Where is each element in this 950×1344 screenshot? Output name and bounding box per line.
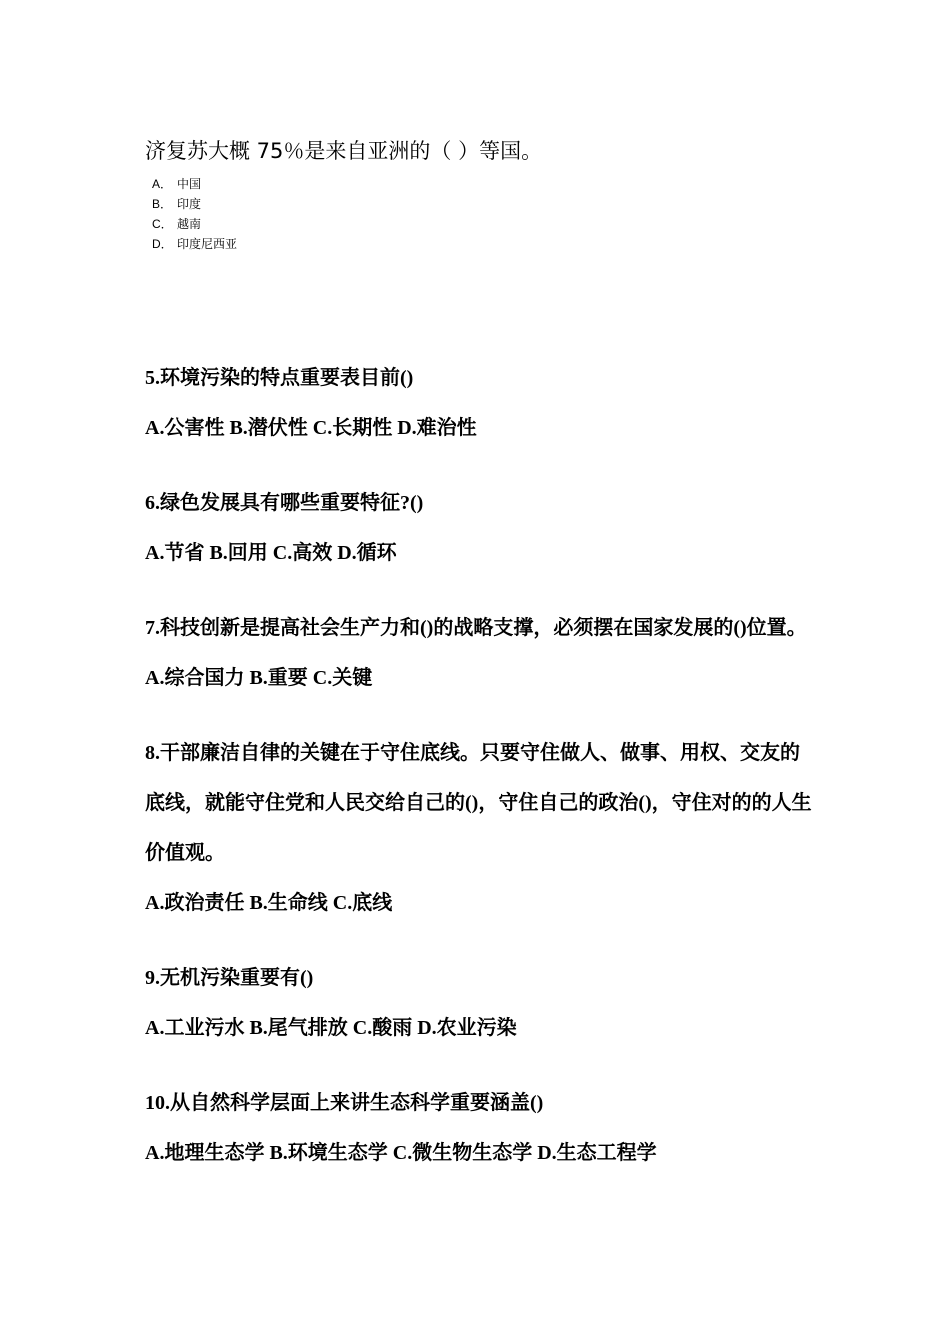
question-stem: 7.科技创新是提高社会生产力和()的战略支撑，必须摆在国家发展的()位置。 [145,617,807,639]
option-text: 印度 [177,197,202,211]
option-letter: D． [152,237,173,251]
question-stem: 9.无机污染重要有() [145,967,314,989]
option-letter: B． [152,197,173,211]
question-answers: A.公害性 B.潜伏性 C.长期性 D.难治性 [145,417,477,439]
intro-options-list [152,174,237,254]
question-5 [145,353,815,453]
question-stem: 6.绿色发展具有哪些重要特征?() [145,492,424,514]
option-letter: C． [152,217,173,231]
option-text: 中国 [177,177,202,191]
question-8 [145,728,815,928]
question-list [145,353,815,1203]
option-d [152,234,237,254]
question-stem: 8.干部廉洁自律的关键在于守住底线。只要守住做人、做事、用权、交友的底线，就能守住党和人民交给自己的()，守住自己的政治()，守住对的的人生价值观。 [145,742,812,864]
question-7 [145,603,815,703]
question-9 [145,953,815,1053]
option-a [152,174,237,194]
question-answers: A.政治责任 B.生命线 C.底线 [145,892,393,914]
question-answers: A.综合国力 B.重要 C.关键 [145,667,373,689]
question-answers: A.地理生态学 B.环境生态学 C.微生物生态学 D.生态工程学 [145,1142,657,1164]
question-10 [145,1078,815,1178]
question-answers: A.工业污水 B.尾气排放 C.酸雨 D.农业污染 [145,1017,517,1039]
question-stem: 5.环境污染的特点重要表目前() [145,367,414,389]
question-6 [145,478,815,578]
option-c [152,214,237,234]
question-stem: 10.从自然科学层面上来讲生态科学重要涵盖() [145,1092,544,1114]
intro-question-stem: 济复苏大概 75％是来自亚洲的（ ）等国。 [145,139,543,163]
question-answers: A.节省 B.回用 C.高效 D.循环 [145,542,397,564]
option-text: 印度尼西亚 [177,237,238,251]
option-b [152,194,237,214]
option-letter: A． [152,177,173,191]
option-text: 越南 [177,217,202,231]
